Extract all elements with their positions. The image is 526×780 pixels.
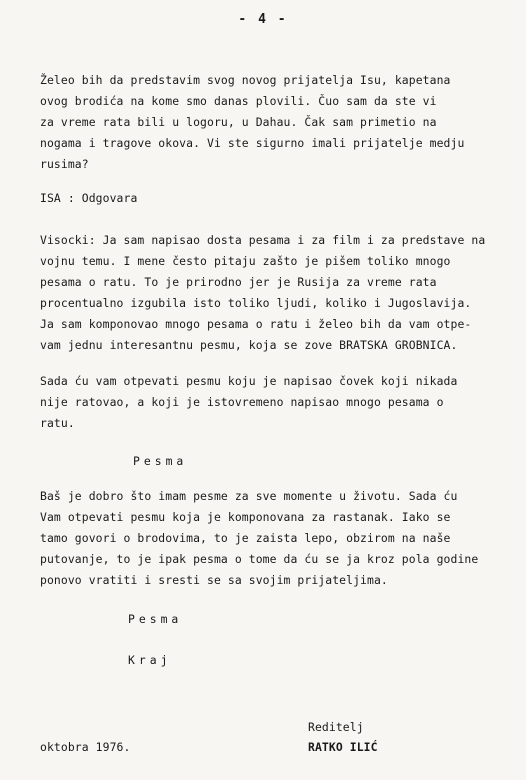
text-line: za vreme rata bili u logoru, u Dahau. Čak sam primetio na xyxy=(40,115,437,129)
text-line: ratu. xyxy=(40,416,75,430)
text-line: rusima? xyxy=(40,157,89,171)
text-line: pesama o ratu. To je prirodno jer je Rusija za vreme rata xyxy=(40,275,437,289)
paragraph-intro xyxy=(40,70,464,175)
text-line: putovanje, to je ipak pesma o tome da ću se ja kroz pola godine xyxy=(40,552,479,566)
document-date: oktobra 1976. xyxy=(40,740,131,754)
paragraph-farewell xyxy=(40,486,478,591)
text-line: vam jednu interesantnu pesmu, koja se zove BRATSKA GROBNICA. xyxy=(40,338,458,352)
song-label: Pesma xyxy=(128,612,183,626)
text-line: Visocki: Ja sam napisao dosta pesama i za film i za predstave na xyxy=(40,233,486,247)
text-line: ponovo vratiti i sresti se sa svojim prijateljima. xyxy=(40,573,388,587)
text-line: Sada ću vam otpevati pesmu koju je napisao čovek koji nikada xyxy=(40,374,458,388)
text-line: tamo govori o brodovima, to je zaista lepo, obzirom na naše xyxy=(40,531,451,545)
text-line: Želeo bih da predstavim svog novog prijatelja Isu, kapetana xyxy=(40,73,451,87)
director-name: RATKO ILIĆ xyxy=(308,740,378,754)
text-line: nogama i tragove okova. Vi ste sigurno imali prijatelje medju xyxy=(40,136,465,150)
text-line: procentualno izgubila isto toliko ljudi, koliko i Jugoslavija. xyxy=(40,296,472,310)
page-number: - 4 - xyxy=(238,12,288,27)
director-title: Reditelj xyxy=(308,720,364,734)
text-line: ovog brodića na kome smo danas plovili. Čuo sam da ste vi xyxy=(40,94,437,108)
text-line: vojnu temu. I mene često pitaju zašto je pišem toliko mnogo xyxy=(40,254,451,268)
text-line: Baš je dobro što imam pesme za sve momente u životu. Sada ću xyxy=(40,489,458,503)
text-line: Ja sam komponovao mnogo pesama o ratu i želeo bih da vam otpe- xyxy=(40,317,472,331)
song-label: Pesma xyxy=(133,454,188,468)
text-line: Vam otpevati pesmu koja je komponovana za rastanak. Iako se xyxy=(40,510,451,524)
speaker-line: ISA : Odgovara xyxy=(40,191,138,205)
text-line: nije ratovao, a koji je istovremeno napisao mnogo pesama o xyxy=(40,395,444,409)
paragraph-song-intro xyxy=(40,371,457,434)
paragraph-visocki xyxy=(40,230,485,356)
end-label: Kraj xyxy=(128,653,172,667)
